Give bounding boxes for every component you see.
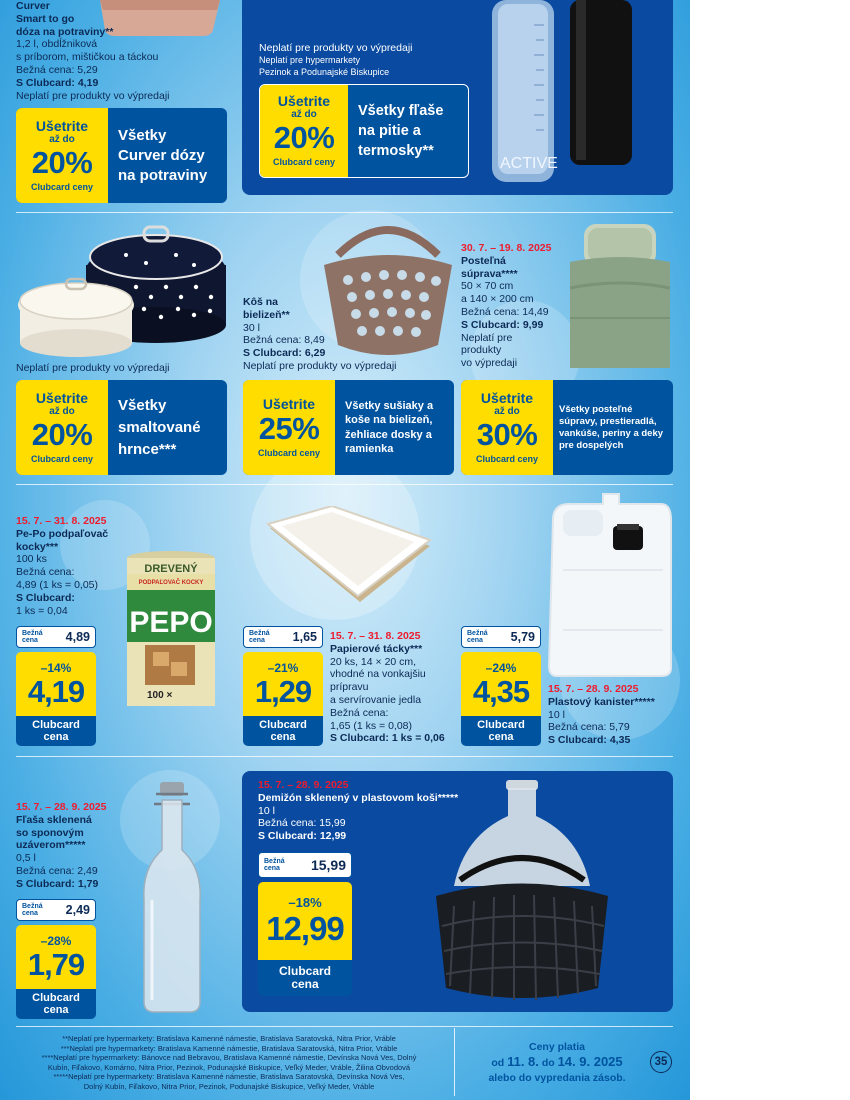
bottles-note: Pezinok a Podunajské Biskupice [259, 67, 390, 77]
flasa-price-tag [16, 925, 96, 1019]
kanister-regular-price: Bežná cena: 5,79 [548, 721, 630, 734]
flasa-date: 15. 7. – 28. 9. 2025 [16, 801, 107, 813]
tacky-regular-label: Bežná cena: [330, 706, 389, 719]
bed-note: Neplatí pre [461, 331, 513, 344]
pepo-name: kocky*** [16, 540, 59, 553]
bed-name: Posteľná [461, 254, 506, 267]
promo-bed [461, 380, 673, 475]
kos-note: Neplatí pre produkty vo výpredaji [243, 359, 397, 372]
pepo-box-count: 100 × [147, 690, 173, 701]
paper-trays-image [262, 506, 437, 606]
promo-percent: 25% [258, 410, 320, 446]
flasa-size: 0,5 l [16, 852, 36, 865]
promo-save: Ušetrite [262, 395, 316, 412]
pepo-clubcard-label: S Clubcard: [16, 591, 75, 604]
clubcard-label: cena [43, 1004, 69, 1016]
pepo-date: 15. 7. – 31. 8. 2025 [16, 515, 107, 527]
bed-date: 30. 7. – 19. 8. 2025 [461, 242, 552, 254]
kanister-date: 15. 7. – 28. 9. 2025 [548, 683, 639, 695]
demijohn-image [430, 776, 615, 1011]
clubcard-price: 4,35 [472, 673, 530, 709]
regular-tag-value: 4,89 [65, 630, 90, 644]
kanister-name: Plastový kanister***** [548, 695, 655, 708]
tacky-desc: prípravu [330, 681, 369, 694]
curver-desc: s príborom, mištičkou a táckou [16, 51, 159, 64]
discount-percent: –21% [267, 660, 299, 675]
promo-bottles [259, 84, 469, 178]
curver-name: Smart to go [16, 12, 75, 25]
kos-regular-price: Bežná cena: 8,49 [243, 334, 325, 347]
tacky-regular-tag [243, 626, 323, 648]
promo-clubcard: Clubcard ceny [30, 453, 94, 464]
demizon-info [258, 779, 458, 843]
plastic-canister-image [543, 490, 675, 680]
tacky-desc: vhodné na vonkajšiu [330, 668, 426, 681]
promo-text: Všetky posteľné súpravy, prestieradlá, vankúše, periny a deky pre dospelých [559, 403, 664, 451]
promo-curver [16, 108, 227, 203]
clubcard-label: Clubcard [477, 719, 525, 731]
kanister-regular-tag [461, 626, 541, 648]
tacky-desc: a servírovanie jedla [330, 693, 422, 706]
promo-upto: až do [49, 133, 75, 145]
kanister-info [548, 683, 655, 747]
validity-note: alebo do vypredania zásob. [488, 1072, 626, 1084]
pepo-regular-tag [16, 626, 96, 648]
kanister-price-tag [461, 652, 541, 746]
promo-save: Ušetrite [35, 117, 89, 134]
promo-pots [16, 380, 227, 475]
footnote: *****Neplatí pre hypermarkety: Bratislava Kamenné námestie, Bratislava Saratovská, Devínska Nová Ves, [53, 1072, 405, 1081]
glass-bottle-image [138, 780, 206, 1018]
tacky-regular-price: 1,65 (1 ks = 0,08) [330, 719, 413, 732]
pots-note: Neplatí pre produkty vo výpredaji [16, 362, 170, 374]
regular-tag-label: Bežná cena [22, 903, 43, 917]
kos-clubcard-price: S Clubcard: 6,29 [243, 347, 326, 360]
regular-tag-label: Bežná cena [467, 630, 488, 644]
row-divider [16, 212, 673, 213]
bed-note: produkty [461, 344, 502, 357]
bedding-set-image [566, 218, 674, 373]
pepo-regular-label: Bežná cena: [16, 566, 75, 579]
pepo-info [16, 515, 108, 617]
flasa-regular-price: Bežná cena: 2,49 [16, 864, 98, 877]
demizon-size: 10 l [258, 804, 275, 817]
promo-badge [260, 85, 348, 177]
curver-clubcard-price: S Clubcard: 4,19 [16, 76, 99, 89]
bed-clubcard-price: S Clubcard: 9,99 [461, 318, 544, 331]
kanister-size: 10 l [548, 708, 565, 721]
pepo-regular-price: 4,89 (1 ks = 0,05) [16, 578, 99, 591]
regular-tag-label: Bežná cena [264, 858, 285, 872]
water-bottles-image [488, 0, 638, 185]
bed-note: vo výpredaji [461, 357, 518, 370]
kanister-clubcard-price: S Clubcard: 4,35 [548, 734, 631, 747]
clubcard-price: 1,79 [27, 946, 85, 982]
flasa-name: Fľaša sklenená [16, 813, 92, 826]
validity-dates [462, 1054, 652, 1071]
tacky-date: 15. 7. – 31. 8. 2025 [330, 630, 421, 642]
bottles-notes [259, 42, 413, 78]
promo-percent: 20% [273, 120, 335, 155]
kos-info [243, 296, 397, 373]
bottles-note: Neplatí pre produkty vo výpredaji [259, 42, 413, 54]
promo-clubcard: Clubcard ceny [475, 453, 539, 464]
discount-percent: –28% [40, 933, 72, 948]
promo-save: Ušetrite [35, 389, 89, 406]
pepo-box-label: PODPAĽOVAČ KOCKY [138, 580, 204, 586]
clubcard-label: Clubcard [278, 964, 331, 978]
footnote: Dolný Kubín, Fiľakovo, Nitra Prior, Pezinok, Podunajské Biskupice, Veľký Meder, Vráble [83, 1081, 375, 1091]
validity-od: od [491, 1057, 505, 1069]
pepo-clubcard-price: 1 ks = 0,04 [16, 604, 68, 617]
promo-kos [243, 380, 454, 475]
promo-clubcard: Clubcard ceny [257, 447, 321, 458]
footnote: Kubín, Fiľakovo, Komárno, Nitra Prior, Pezinok, Podunajské Biskupice, Veľký Meder, Vráble, Žilina Obvodová [47, 1062, 411, 1072]
footnote: ****Neplatí pre hypermarkety: Bánovce nad Bebravou, Bratislava Kamenné námestie, Devínska Nová Ves, Dolný [41, 1053, 417, 1062]
clubcard-price: 12,99 [266, 909, 344, 947]
clubcard-label: Clubcard [259, 719, 307, 731]
promo-text: Všetky fľaše na pitie a termosky** [358, 103, 444, 159]
demizon-regular-tag [258, 852, 352, 878]
promo-save: Ušetrite [277, 93, 331, 109]
bed-size: a 140 × 200 cm [461, 293, 534, 306]
clubcard-label: Clubcard [32, 992, 80, 1004]
bottle-brand-label: ACTIVE [500, 155, 558, 172]
validity [462, 1040, 652, 1085]
kos-name: bielizeň** [243, 308, 290, 321]
discount-percent: –18% [288, 894, 322, 910]
regular-tag-value: 2,49 [65, 903, 90, 917]
pepo-box-label: DREVENÝ [144, 563, 198, 575]
demizon-price-tag [258, 882, 352, 996]
promo-percent: 20% [31, 144, 93, 180]
tacky-clubcard-price: S Clubcard: 1 ks = 0,06 [330, 732, 445, 745]
regular-tag-value: 15,99 [310, 857, 346, 873]
pepo-qty: 100 ks [16, 553, 47, 566]
promo-badge [461, 380, 553, 475]
regular-tag-label: Bežná cena [249, 630, 270, 644]
flasa-info [16, 801, 107, 891]
demizon-name: Demižón sklenený v plastovom koši***** [258, 791, 459, 804]
bed-info [461, 242, 552, 370]
curver-desc: 1,2 l, obdĺžniková [16, 38, 98, 51]
regular-tag-value: 1,65 [292, 630, 317, 644]
curver-info [16, 0, 170, 102]
tacky-price-tag [243, 652, 323, 746]
curver-name: dóza na potraviny** [16, 25, 114, 38]
bed-regular-price: Bežná cena: 14,49 [461, 305, 549, 318]
flasa-clubcard-price: S Clubcard: 1,79 [16, 877, 99, 890]
promo-badge [16, 108, 108, 203]
clubcard-price: 1,29 [254, 673, 312, 709]
regular-tag-value: 5,79 [510, 630, 535, 644]
promo-badge [16, 380, 108, 475]
clubcard-label: cena [291, 977, 319, 991]
promo-text: Všetky Curver dózy na potraviny [118, 126, 208, 184]
promo-text: Všetky smaltované hrnce*** [118, 396, 201, 458]
clubcard-label: cena [43, 731, 69, 743]
curver-note: Neplatí pre produkty vo výpredaji [16, 89, 170, 102]
promo-badge [243, 380, 335, 475]
footnote: ***Neplatí pre hypermarkety: Bratislava Kamenné námestie, Bratislava Saratovská, Nitra Prior, Vráble [60, 1043, 398, 1053]
footnotes [10, 1034, 448, 1091]
discount-percent: –24% [485, 660, 517, 675]
validity-heading: Ceny platia [528, 1041, 586, 1053]
tacky-name: Papierové tácky*** [330, 642, 423, 655]
validity-from: 11. 8. [507, 1054, 539, 1069]
validity-to: 14. 9. 2025 [557, 1054, 623, 1069]
kos-size: 30 l [243, 321, 260, 334]
footer-vertical-divider [454, 1028, 455, 1096]
validity-do: do [541, 1057, 555, 1069]
flasa-regular-tag [16, 899, 96, 921]
pepo-price-tag [16, 652, 96, 746]
flasa-name: uzáverom***** [16, 839, 86, 852]
bed-size: 50 × 70 cm [461, 280, 514, 293]
regular-tag-label: Bežná cena [22, 630, 43, 644]
bed-name: súprava**** [461, 267, 518, 280]
tacky-info [330, 630, 445, 745]
demizon-clubcard-price: S Clubcard: 12,99 [258, 830, 347, 843]
kos-name: Kôš na [243, 296, 279, 308]
pepo-name: Pe-Po podpaľovač [16, 527, 109, 540]
promo-upto: až do [291, 109, 317, 120]
tacky-desc: 20 ks, 14 × 20 cm, [330, 655, 417, 668]
promo-percent: 30% [476, 416, 538, 452]
promo-clubcard: Clubcard ceny [272, 157, 336, 167]
pepo-box-image [125, 550, 217, 710]
row-divider [16, 484, 673, 485]
enamel-pots-image [16, 215, 236, 360]
promo-upto: až do [494, 405, 520, 417]
row-divider [16, 756, 673, 757]
page-number: 35 [650, 1051, 672, 1073]
pepo-box-brand: PEPO [129, 606, 213, 639]
clubcard-price: 4,19 [27, 673, 85, 709]
demizon-date: 15. 7. – 28. 9. 2025 [258, 779, 349, 791]
clubcard-label: cena [488, 731, 514, 743]
discount-percent: –14% [40, 660, 72, 675]
demizon-regular-price: Bežná cena: 15,99 [258, 817, 346, 830]
promo-clubcard: Clubcard ceny [30, 181, 94, 192]
clubcard-label: Clubcard [32, 719, 80, 731]
clubcard-label: cena [270, 731, 296, 743]
footer-divider [16, 1026, 673, 1027]
curver-regular-price: Bežná cena: 5,29 [16, 63, 98, 76]
promo-save: Ušetrite [480, 389, 534, 406]
promo-text: Všetky sušiaky a koše na bielizeň, žehliace dosky a ramienka [345, 399, 434, 455]
footnote: **Neplatí pre hypermarkety: Bratislava Kamenné námestie, Bratislava Saratovská, Nitra Prior, Vráble [62, 1034, 396, 1043]
curver-name: Curver [16, 0, 50, 12]
flasa-name: so sponovým [16, 826, 84, 839]
promo-percent: 20% [31, 416, 93, 452]
promo-upto: až do [49, 405, 75, 417]
bottles-note: Neplatí pre hypermarkety [259, 55, 361, 65]
